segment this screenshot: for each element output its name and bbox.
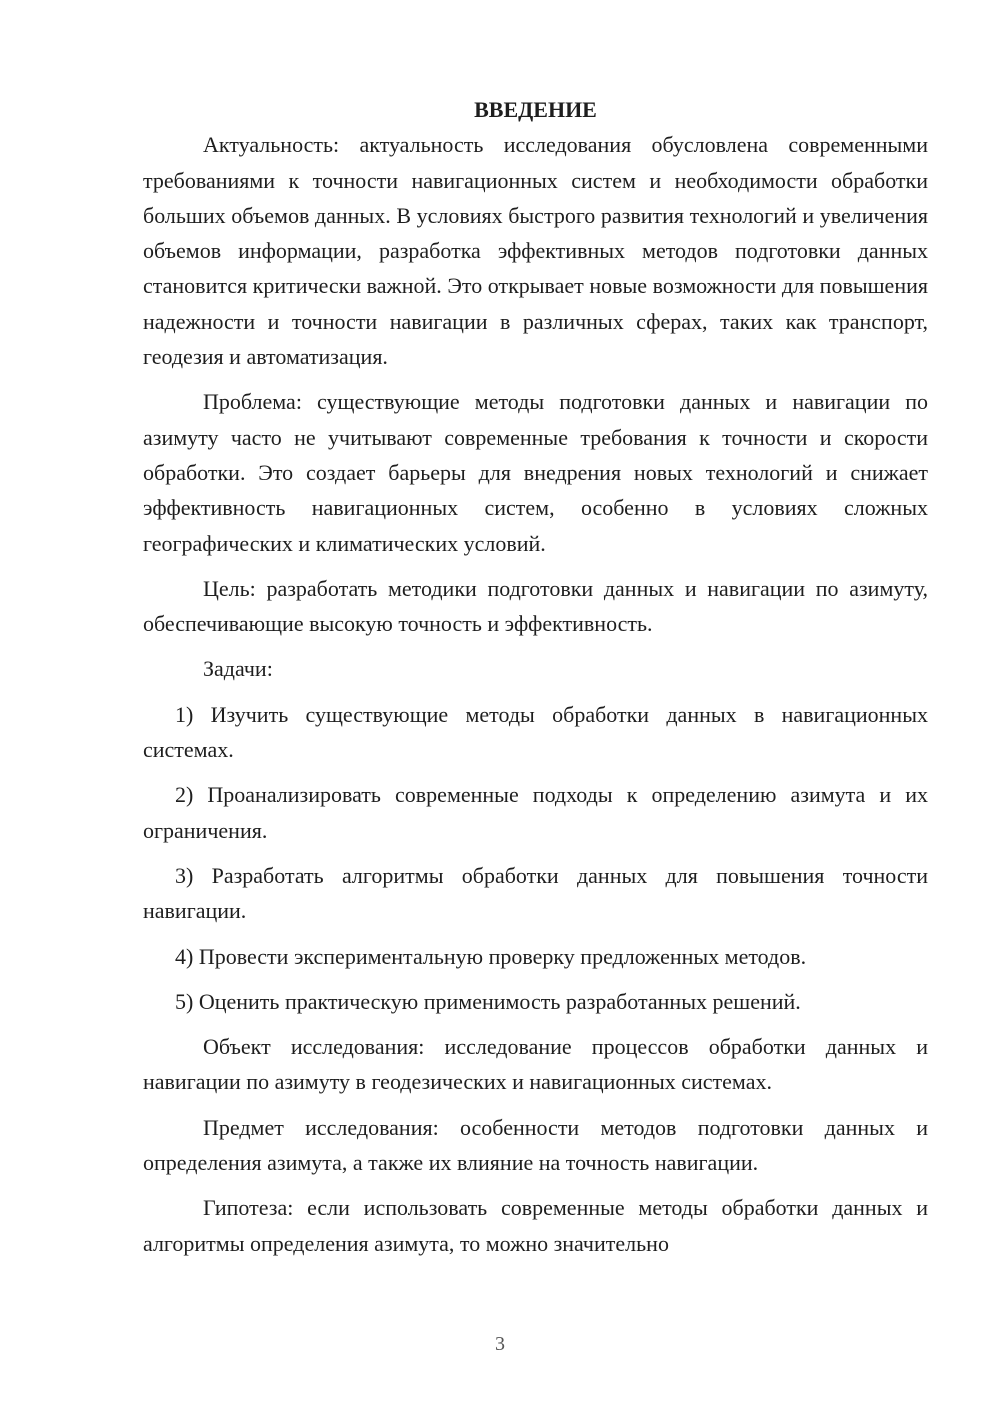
task-item-5: 5) Оценить практическую применимость разработанных решений. bbox=[175, 988, 801, 1014]
paragraph-hypothesis: Гипотеза: если использовать современные методы обработки данных и алгоритмы определения азимута, то можно значительно bbox=[143, 1195, 928, 1256]
paragraph-object: Объект исследования: исследование процессов обработки данных и навигации по азимуту в геодезических и навигационных системах. bbox=[143, 1034, 928, 1095]
paragraph-relevance: Актуальность: актуальность исследования обусловлена современными требованиями к точности навигационных систем и необходимости обработки больших объемов данных. В условиях быстрого развития технологий и увеличения объемов информации, разработка эффективных методов подготовки данных становится критически важной. Это открывает новые возможности для повышения надежности и точности навигации в различных сферах, таких как транспорт, геодезия и автоматизация. bbox=[143, 132, 928, 370]
task-item-4: 4) Провести экспериментальную проверку предложенных методов. bbox=[175, 943, 807, 969]
page-number: 3 bbox=[495, 1333, 505, 1355]
paragraph-problem: Проблема: существующие методы подготовки данных и навигации по азимуту часто не учитывают современные требования к точности и скорости обработки. Это создает барьеры для внедрения новых технологий и снижает эффективность навигационных систем, особенно в условиях сложных географических и климатических условий. bbox=[143, 389, 928, 556]
task-item-3: 3) Разработать алгоритмы обработки данных для повышения точности навигации. bbox=[143, 862, 928, 924]
section-title: ВВЕДЕНИЕ bbox=[474, 97, 597, 122]
paragraph-subject: Предмет исследования: особенности методов подготовки данных и определения азимута, а также их влияние на точность навигации. bbox=[143, 1114, 928, 1176]
paragraph-tasks-heading: Задачи: bbox=[203, 656, 273, 682]
task-item-2: 2) Проанализировать современные подходы к определению азимута и их ограничения. bbox=[143, 782, 928, 843]
task-item-1: 1) Изучить существующие методы обработки данных в навигационных системах. bbox=[143, 701, 928, 763]
paragraph-goal: Цель: разработать методики подготовки данных и навигации по азимуту, обеспечивающие высокую точность и эффективность. bbox=[143, 575, 928, 637]
page-content bbox=[143, 92, 928, 1271]
